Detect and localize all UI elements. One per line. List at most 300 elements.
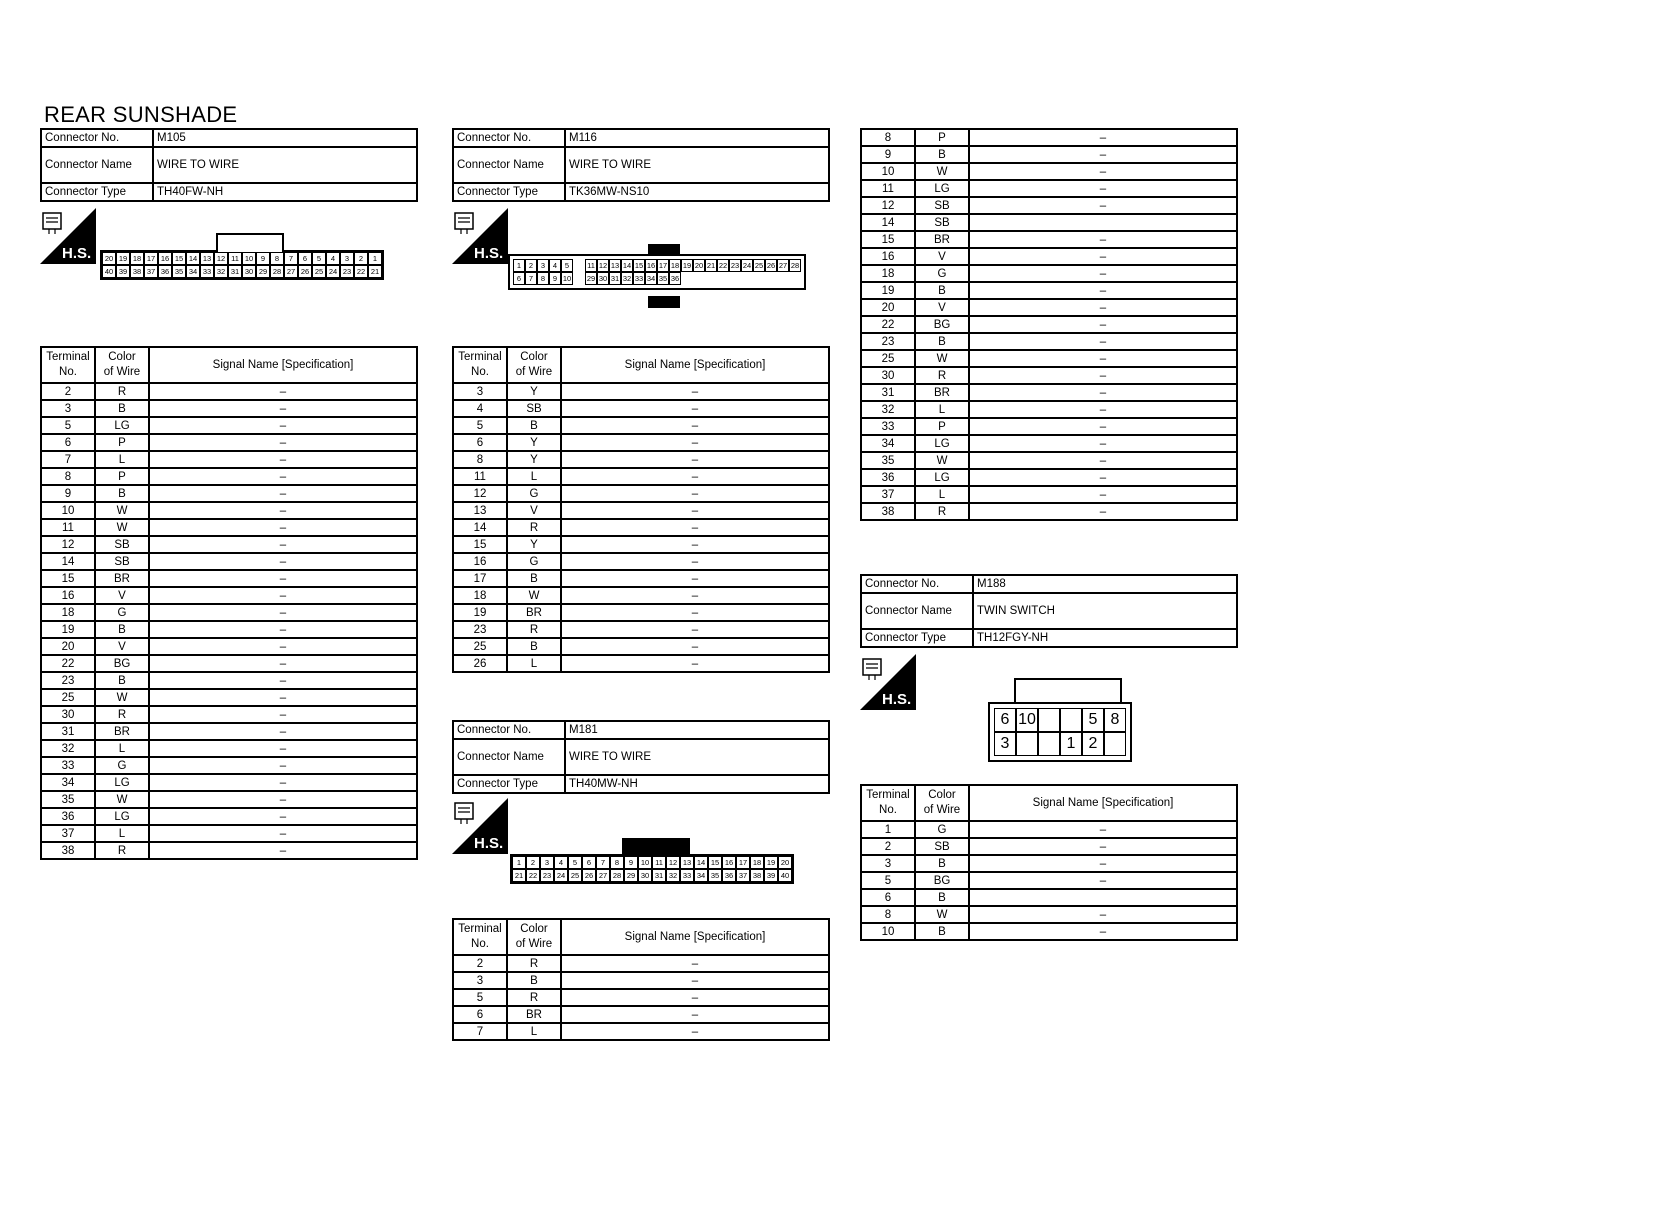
connector-type-label: Connector Type xyxy=(453,183,565,201)
pin-cavity: 20 xyxy=(102,252,116,265)
pin-cavity: 3 xyxy=(994,732,1016,756)
terminal-no-cell: 33 xyxy=(861,418,915,435)
table-row xyxy=(41,842,417,859)
wire-color-cell: BR xyxy=(95,570,149,587)
wire-color-cell: L xyxy=(95,451,149,468)
signal-name-cell: – xyxy=(969,129,1237,146)
terminal-no-cell: 6 xyxy=(453,1006,507,1023)
connector-key xyxy=(648,296,680,308)
connector-no-value: M105 xyxy=(153,129,417,147)
pin-cavity: 3 xyxy=(340,252,354,265)
wire-color-cell: B xyxy=(507,570,561,587)
wire-color-cell: R xyxy=(507,955,561,972)
table-row xyxy=(453,485,829,502)
pin-cavity-empty xyxy=(1016,732,1038,756)
signal-name-cell: – xyxy=(969,469,1237,486)
table-row xyxy=(41,417,417,434)
wire-color-cell: L xyxy=(507,1023,561,1040)
pin-cavity: 10 xyxy=(242,252,256,265)
wire-color-cell: B xyxy=(95,485,149,502)
table-row xyxy=(453,955,829,972)
pin-cavity: 33 xyxy=(200,265,214,278)
wire-color-cell: LG xyxy=(95,808,149,825)
wire-color-cell: P xyxy=(95,468,149,485)
terminal-no-cell: 37 xyxy=(41,825,95,842)
terminal-no-cell: 18 xyxy=(41,604,95,621)
signal-name-cell: – xyxy=(561,502,829,519)
wire-color-cell: R xyxy=(915,367,969,384)
terminal-no-cell: 34 xyxy=(41,774,95,791)
pin-cavity: 14 xyxy=(622,261,632,270)
table-row xyxy=(41,604,417,621)
pin-grid xyxy=(100,250,384,280)
signal-name-cell: – xyxy=(969,384,1237,401)
pin-cavity: 35 xyxy=(708,869,722,882)
table-row xyxy=(41,553,417,570)
pin-cavity: 1 xyxy=(1060,732,1082,756)
table-row xyxy=(861,384,1237,401)
color-of-wire-header: Color of Wire xyxy=(507,347,561,383)
connector-latch xyxy=(622,838,690,856)
terminal-no-cell: 3 xyxy=(41,400,95,417)
pin-cavity: 36 xyxy=(722,869,736,882)
pin-cavity-empty xyxy=(693,272,705,283)
pin-cavity: 6 xyxy=(513,272,525,285)
signal-name-cell: – xyxy=(149,485,417,502)
table-row xyxy=(861,180,1237,197)
pin-cavity: 37 xyxy=(144,265,158,278)
terminal-no-cell: 22 xyxy=(41,655,95,672)
pin-cavity-empty xyxy=(1104,732,1126,756)
connector-no-label: Connector No. xyxy=(453,129,565,147)
pin-cavity: 12 xyxy=(598,261,608,270)
table-row xyxy=(861,435,1237,452)
signal-name-cell xyxy=(969,889,1237,906)
table-row xyxy=(861,367,1237,384)
table-row xyxy=(861,855,1237,872)
pin-cavity: 18 xyxy=(750,856,764,869)
hs-label: H.S. xyxy=(474,835,504,852)
terminal-no-cell: 8 xyxy=(861,129,915,146)
table-row xyxy=(453,989,829,1006)
wire-color-cell: W xyxy=(915,350,969,367)
pin-cavity: 29 xyxy=(586,274,596,283)
color-of-wire-header: Color of Wire xyxy=(95,347,149,383)
pin-table xyxy=(452,918,830,1041)
wire-color-cell: L xyxy=(507,655,561,672)
signal-name-cell: – xyxy=(561,655,829,672)
pin-cavity-empty xyxy=(1038,708,1060,732)
connector-m181 xyxy=(452,720,830,1041)
pin-cavity: 21 xyxy=(512,869,526,882)
wire-color-cell: V xyxy=(507,502,561,519)
connector-no-value: M188 xyxy=(973,575,1237,593)
connector-name-value: TWIN SWITCH xyxy=(973,593,1237,629)
wire-color-cell: R xyxy=(95,706,149,723)
pin-cavity: 11 xyxy=(228,252,242,265)
wire-color-cell: L xyxy=(95,740,149,757)
terminal-no-cell: 15 xyxy=(41,570,95,587)
pin-cavity: 13 xyxy=(610,261,620,270)
wire-color-cell: SB xyxy=(507,400,561,417)
table-row xyxy=(41,740,417,757)
pin-cavity: 22 xyxy=(718,261,728,270)
signal-name-cell: – xyxy=(969,333,1237,350)
wire-color-cell: G xyxy=(95,604,149,621)
terminal-no-cell: 5 xyxy=(453,989,507,1006)
table-row xyxy=(861,821,1237,838)
pin-cavity: 34 xyxy=(694,869,708,882)
signal-name-cell: – xyxy=(969,503,1237,520)
wire-color-cell: SB xyxy=(915,214,969,231)
pin-cavity: 38 xyxy=(750,869,764,882)
signal-name-cell: – xyxy=(969,401,1237,418)
wire-color-cell: B xyxy=(915,333,969,350)
terminal-no-cell: 8 xyxy=(861,906,915,923)
hs-label: H.S. xyxy=(882,691,912,708)
signal-name-cell: – xyxy=(149,757,417,774)
pin-cavity: 23 xyxy=(730,261,740,270)
wire-color-cell: L xyxy=(915,486,969,503)
pin-cavity: 20 xyxy=(694,261,704,270)
signal-name-cell: – xyxy=(149,502,417,519)
signal-name-cell: – xyxy=(561,989,829,1006)
hs-label: H.S. xyxy=(474,245,504,262)
terminal-no-cell: 19 xyxy=(453,604,507,621)
wire-color-cell: V xyxy=(95,587,149,604)
pin-cavity: 9 xyxy=(256,252,270,265)
pin-cavity: 9 xyxy=(624,856,638,869)
harness-side-icon xyxy=(452,208,508,264)
table-row xyxy=(41,519,417,536)
pin-cavity: 36 xyxy=(670,274,680,283)
terminal-no-cell: 7 xyxy=(41,451,95,468)
table-row xyxy=(861,503,1237,520)
terminal-no-cell: 31 xyxy=(41,723,95,740)
pin-cavity: 30 xyxy=(598,274,608,283)
table-row xyxy=(861,872,1237,889)
harness-side-icon xyxy=(860,654,916,710)
signal-name-cell: – xyxy=(969,821,1237,838)
pin-cavity-empty xyxy=(573,272,585,283)
wire-color-cell: W xyxy=(915,452,969,469)
table-row xyxy=(41,485,417,502)
signal-name-cell: – xyxy=(969,367,1237,384)
pin-cavity: 24 xyxy=(554,869,568,882)
terminal-no-cell: 15 xyxy=(861,231,915,248)
wire-color-cell: BG xyxy=(95,655,149,672)
pin-cavity: 3 xyxy=(540,856,554,869)
signal-name-cell: – xyxy=(149,706,417,723)
signal-name-cell: – xyxy=(969,316,1237,333)
signal-name-cell: – xyxy=(969,282,1237,299)
wire-color-cell: G xyxy=(507,553,561,570)
terminal-no-cell: 11 xyxy=(453,468,507,485)
connector-type-label: Connector Type xyxy=(453,775,565,793)
pin-cavity: 23 xyxy=(540,869,554,882)
table-row xyxy=(861,265,1237,282)
pin-cavity: 31 xyxy=(652,869,666,882)
terminal-no-cell: 14 xyxy=(41,553,95,570)
signal-name-cell: – xyxy=(969,248,1237,265)
wire-color-cell: W xyxy=(915,163,969,180)
signal-name-cell: – xyxy=(149,621,417,638)
connector-info-table xyxy=(40,128,418,202)
signal-name-header: Signal Name [Specification] xyxy=(149,347,417,383)
signal-name-cell: – xyxy=(561,468,829,485)
connector-type-value: TH12FGY-NH xyxy=(973,629,1237,647)
pin-table xyxy=(452,346,830,673)
pin-cavity: 8 xyxy=(610,856,624,869)
pin-cavity-empty xyxy=(753,272,765,283)
pin-cavity-empty xyxy=(729,272,741,283)
pin-cavity: 17 xyxy=(736,856,750,869)
wire-color-cell: R xyxy=(507,519,561,536)
signal-name-cell: – xyxy=(149,774,417,791)
terminal-no-cell: 17 xyxy=(453,570,507,587)
pin-cavity: 34 xyxy=(646,274,656,283)
table-row xyxy=(41,468,417,485)
terminal-no-header: Terminal No. xyxy=(861,785,915,821)
pin-cavity: 15 xyxy=(634,261,644,270)
pin-cavity: 26 xyxy=(582,869,596,882)
table-row xyxy=(41,638,417,655)
terminal-no-cell: 11 xyxy=(41,519,95,536)
pin-cavity: 12 xyxy=(214,252,228,265)
pin-cavity: 25 xyxy=(568,869,582,882)
pin-cavity: 27 xyxy=(596,869,610,882)
terminal-no-cell: 38 xyxy=(861,503,915,520)
wire-color-cell: R xyxy=(507,621,561,638)
signal-name-cell: – xyxy=(969,265,1237,282)
terminal-no-cell: 14 xyxy=(861,214,915,231)
pin-cavity: 17 xyxy=(658,261,668,270)
table-row xyxy=(861,486,1237,503)
table-row xyxy=(453,400,829,417)
pin-cavity: 30 xyxy=(242,265,256,278)
terminal-no-cell: 32 xyxy=(41,740,95,757)
table-row xyxy=(861,248,1237,265)
pin-cavity: 39 xyxy=(764,869,778,882)
signal-name-cell: – xyxy=(561,1006,829,1023)
signal-name-header: Signal Name [Specification] xyxy=(561,347,829,383)
signal-name-cell: – xyxy=(969,906,1237,923)
signal-name-cell: – xyxy=(969,231,1237,248)
table-row xyxy=(453,570,829,587)
table-row xyxy=(453,655,829,672)
table-row xyxy=(861,906,1237,923)
terminal-no-cell: 10 xyxy=(861,923,915,940)
connector-name-label: Connector Name xyxy=(861,593,973,629)
terminal-no-cell: 16 xyxy=(453,553,507,570)
table-row xyxy=(861,418,1237,435)
signal-name-cell: – xyxy=(149,400,417,417)
signal-name-cell: – xyxy=(969,872,1237,889)
signal-name-cell: – xyxy=(561,972,829,989)
wire-color-cell: SB xyxy=(95,553,149,570)
wire-color-cell: Y xyxy=(507,383,561,400)
table-row xyxy=(453,417,829,434)
pin-cavity: 13 xyxy=(680,856,694,869)
pin-cavity: 7 xyxy=(284,252,298,265)
signal-name-cell: – xyxy=(561,400,829,417)
harness-side-icon xyxy=(452,798,508,854)
table-row xyxy=(41,383,417,400)
table-row xyxy=(861,299,1237,316)
pin-cavity: 15 xyxy=(708,856,722,869)
connector-m181-continued xyxy=(860,128,1238,521)
signal-name-cell: – xyxy=(149,519,417,536)
terminal-no-cell: 10 xyxy=(861,163,915,180)
terminal-no-cell: 12 xyxy=(861,197,915,214)
wire-color-cell: Y xyxy=(507,451,561,468)
table-row xyxy=(453,604,829,621)
wire-color-cell: BR xyxy=(915,384,969,401)
signal-name-cell: – xyxy=(561,638,829,655)
pin-cavity: 14 xyxy=(186,252,200,265)
table-row xyxy=(861,350,1237,367)
wire-color-cell: G xyxy=(915,265,969,282)
pin-grid xyxy=(510,854,794,884)
wire-color-cell: P xyxy=(915,418,969,435)
pin-cavity-empty xyxy=(789,272,801,283)
connector-type-value: TH40MW-NH xyxy=(565,775,829,793)
pin-cavity-empty xyxy=(777,272,789,283)
pin-cavity: 40 xyxy=(778,869,792,882)
table-row xyxy=(861,231,1237,248)
terminal-no-cell: 1 xyxy=(861,821,915,838)
signal-name-cell xyxy=(969,214,1237,231)
terminal-no-cell: 25 xyxy=(41,689,95,706)
pin-table xyxy=(40,346,418,860)
wire-color-cell: W xyxy=(95,519,149,536)
signal-name-cell: – xyxy=(561,1023,829,1040)
pin-cavity-empty xyxy=(741,272,753,283)
table-row xyxy=(453,383,829,400)
pin-cavity: 13 xyxy=(200,252,214,265)
table-row xyxy=(41,672,417,689)
color-of-wire-header: Color of Wire xyxy=(507,919,561,955)
pin-cavity: 39 xyxy=(116,265,130,278)
table-row xyxy=(861,163,1237,180)
wire-color-cell: W xyxy=(95,791,149,808)
terminal-no-cell: 3 xyxy=(453,972,507,989)
pin-cavity: 11 xyxy=(652,856,666,869)
wire-color-cell: SB xyxy=(95,536,149,553)
terminal-no-cell: 34 xyxy=(861,435,915,452)
color-of-wire-header: Color of Wire xyxy=(915,785,969,821)
table-row xyxy=(861,923,1237,940)
pin-table xyxy=(860,784,1238,941)
pin-cavity: 33 xyxy=(680,869,694,882)
signal-name-cell: – xyxy=(561,434,829,451)
wire-color-cell: BR xyxy=(507,604,561,621)
pin-cavity: 25 xyxy=(754,261,764,270)
wire-color-cell: W xyxy=(915,906,969,923)
hs-label: H.S. xyxy=(62,245,92,262)
table-row xyxy=(453,972,829,989)
signal-name-cell: – xyxy=(561,451,829,468)
connector-type-label: Connector Type xyxy=(861,629,973,647)
table-row xyxy=(453,451,829,468)
pin-cavity: 7 xyxy=(596,856,610,869)
pin-cavity: 16 xyxy=(158,252,172,265)
pin-cavity-empty xyxy=(681,272,693,283)
table-row xyxy=(453,519,829,536)
signal-name-cell: – xyxy=(561,536,829,553)
terminal-no-cell: 16 xyxy=(41,587,95,604)
signal-name-cell: – xyxy=(561,570,829,587)
terminal-no-cell: 20 xyxy=(41,638,95,655)
table-row xyxy=(861,316,1237,333)
pin-cavity: 26 xyxy=(766,261,776,270)
pin-cavity: 21 xyxy=(368,265,382,278)
terminal-no-cell: 25 xyxy=(861,350,915,367)
wire-color-cell: B xyxy=(915,889,969,906)
signal-name-cell: – xyxy=(561,604,829,621)
wire-color-cell: R xyxy=(915,503,969,520)
pin-cavity: 12 xyxy=(666,856,680,869)
terminal-no-cell: 9 xyxy=(861,146,915,163)
terminal-no-cell: 32 xyxy=(861,401,915,418)
connector-m105 xyxy=(40,128,418,860)
table-row xyxy=(861,129,1237,146)
table-row xyxy=(861,333,1237,350)
table-row xyxy=(861,838,1237,855)
table-row xyxy=(453,587,829,604)
pin-cavity: 40 xyxy=(102,265,116,278)
table-row xyxy=(861,214,1237,231)
pin-cavity: 33 xyxy=(634,274,644,283)
table-row xyxy=(41,400,417,417)
signal-name-cell: – xyxy=(561,553,829,570)
table-row xyxy=(41,570,417,587)
pin-cavity: 7 xyxy=(525,272,537,285)
terminal-no-cell: 36 xyxy=(861,469,915,486)
terminal-no-cell: 23 xyxy=(453,621,507,638)
wire-color-cell: B xyxy=(95,672,149,689)
pin-cavity: 19 xyxy=(764,856,778,869)
wire-color-cell: LG xyxy=(95,774,149,791)
pin-cavity: 25 xyxy=(312,265,326,278)
terminal-no-cell: 2 xyxy=(453,955,507,972)
connector-m188 xyxy=(860,574,1238,941)
terminal-no-cell: 3 xyxy=(861,855,915,872)
signal-name-cell: – xyxy=(561,417,829,434)
signal-name-cell: – xyxy=(969,838,1237,855)
table-row xyxy=(861,469,1237,486)
connector-info-table xyxy=(452,128,830,202)
wire-color-cell: W xyxy=(507,587,561,604)
signal-name-cell: – xyxy=(969,486,1237,503)
pin-cavity: 18 xyxy=(670,261,680,270)
terminal-no-cell: 7 xyxy=(453,1023,507,1040)
table-row xyxy=(41,706,417,723)
table-row xyxy=(453,638,829,655)
signal-name-cell: – xyxy=(149,638,417,655)
pin-cavity: 31 xyxy=(610,274,620,283)
connector-no-label: Connector No. xyxy=(41,129,153,147)
table-row xyxy=(453,1023,829,1040)
signal-name-cell: – xyxy=(561,485,829,502)
signal-name-cell: – xyxy=(149,825,417,842)
pin-cavity: 37 xyxy=(736,869,750,882)
pin-cavity: 24 xyxy=(326,265,340,278)
wire-color-cell: BG xyxy=(915,872,969,889)
connector-face xyxy=(510,854,794,884)
connector-name-label: Connector Name xyxy=(41,147,153,183)
terminal-no-cell: 35 xyxy=(861,452,915,469)
